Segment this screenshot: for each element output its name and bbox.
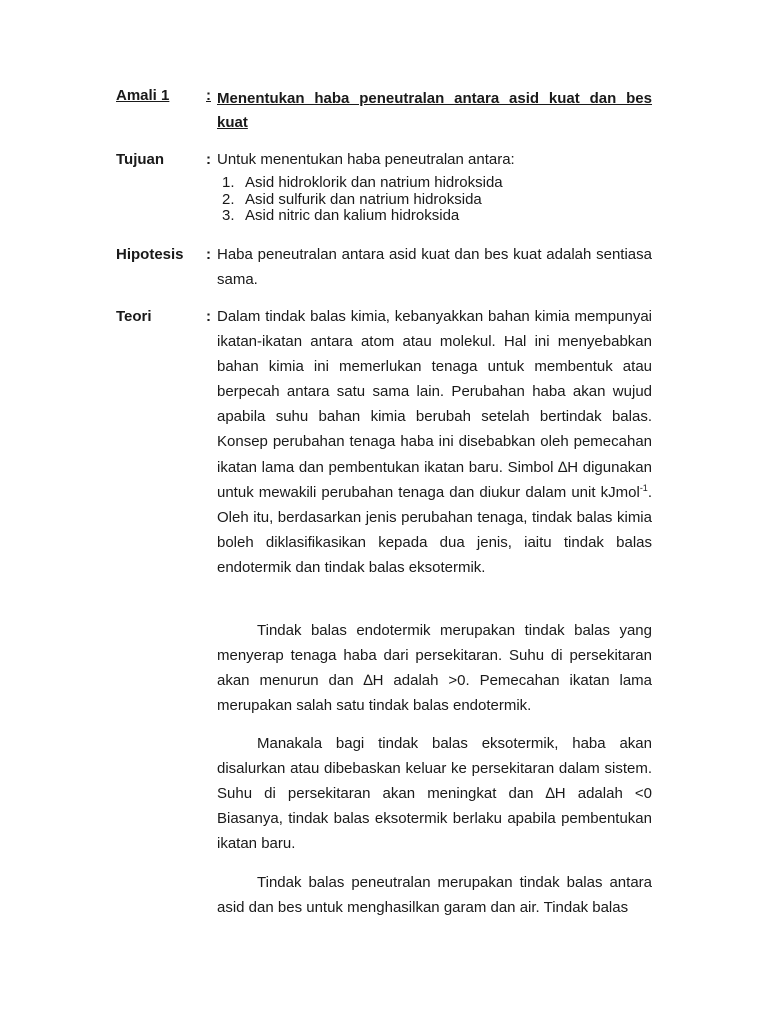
tujuan-list: [217, 175, 652, 225]
teori-paragraph-4: Tindak balas peneutralan merupakan tindak balas antara asid dan bes untuk menghasilkan garam dan air. Tindak balas: [217, 874, 652, 917]
teori-label: Teori: [116, 308, 152, 325]
amali-title-line2: kuat: [217, 114, 248, 131]
amali-title-line1: Menentukan haba peneutralan antara asid kuat dan bes: [217, 90, 652, 107]
list-item: [217, 192, 652, 209]
teori-p1-text-b: . Oleh itu, berdasarkan jenis perubahan tenaga, tindak balas kimia boleh diklasifikasikan kepada dua jenis, iaitu tindak balas endotermik dan tindak balas eksotermik.: [217, 483, 652, 576]
amali-label: Amali 1: [116, 87, 170, 104]
teori-paragraph-2: Tindak balas endotermik merupakan tindak balas yang menyerap tenaga haba dari persekitaran. Suhu di persekitaran akan menurun dan ∆H adalah >0. Pemecahan ikatan lama merupakan salah satu tindak balas endotermik.: [217, 622, 652, 715]
list-item: [217, 175, 652, 192]
tujuan-label: Tujuan: [116, 151, 165, 168]
list-item-text: Asid sulfurik dan natrium hidroksida: [245, 190, 482, 208]
list-item-text: Asid nitric dan kalium hidroksida: [245, 207, 460, 224]
hipotesis-colon: :: [206, 246, 211, 263]
list-item-text: Asid hidroklorik dan natrium hidroksida: [245, 174, 503, 191]
hipotesis-label: Hipotesis: [116, 246, 184, 263]
teori-p1-superscript: -1: [639, 482, 648, 493]
list-item-number: 1.: [222, 174, 235, 191]
amali-title: [217, 87, 652, 135]
teori-colon: :: [206, 308, 211, 325]
list-item-number: 2.: [222, 190, 235, 208]
hipotesis-text: Haba peneutralan antara asid kuat dan bes kuat adalah sentiasa sama.: [217, 246, 652, 288]
list-item-number: 3.: [222, 207, 235, 224]
amali-colon: :: [206, 87, 211, 104]
teori-paragraph-3: Manakala bagi tindak balas eksotermik, haba akan disalurkan atau dibebaskan keluar ke persekitaran dalam sistem. Suhu di persekitaran akan meningkat dan ∆H adalah <0 Biasanya, tindak balas eksotermik berlaku apabila pembentukan ikatan baru.: [217, 735, 652, 853]
tujuan-intro: Untuk menentukan haba peneutralan antara:: [217, 151, 515, 168]
teori-paragraph-1: [217, 304, 652, 580]
list-item: [217, 208, 652, 225]
teori-p1-text-a: Dalam tindak balas kimia, kebanyakkan bahan kimia mempunyai ikatan-ikatan antara atom atau molekul. Hal ini menyebabkan bahan kimia ini memerlukan tenaga untuk membentuk atau berpecah antara satu sama lain. Perubahan haba akan wujud apabila suhu bahan kimia berubah setelah bertindak balas. Konsep perubahan tenaga haba ini disebabkan oleh pemecahan ikatan lama dan pembentukan ikatan baru. Simbol ∆H digunakan untuk mewakili perubahan tenaga dan diukur dalam unit kJmol: [217, 308, 652, 501]
tujuan-colon: :: [206, 151, 211, 168]
